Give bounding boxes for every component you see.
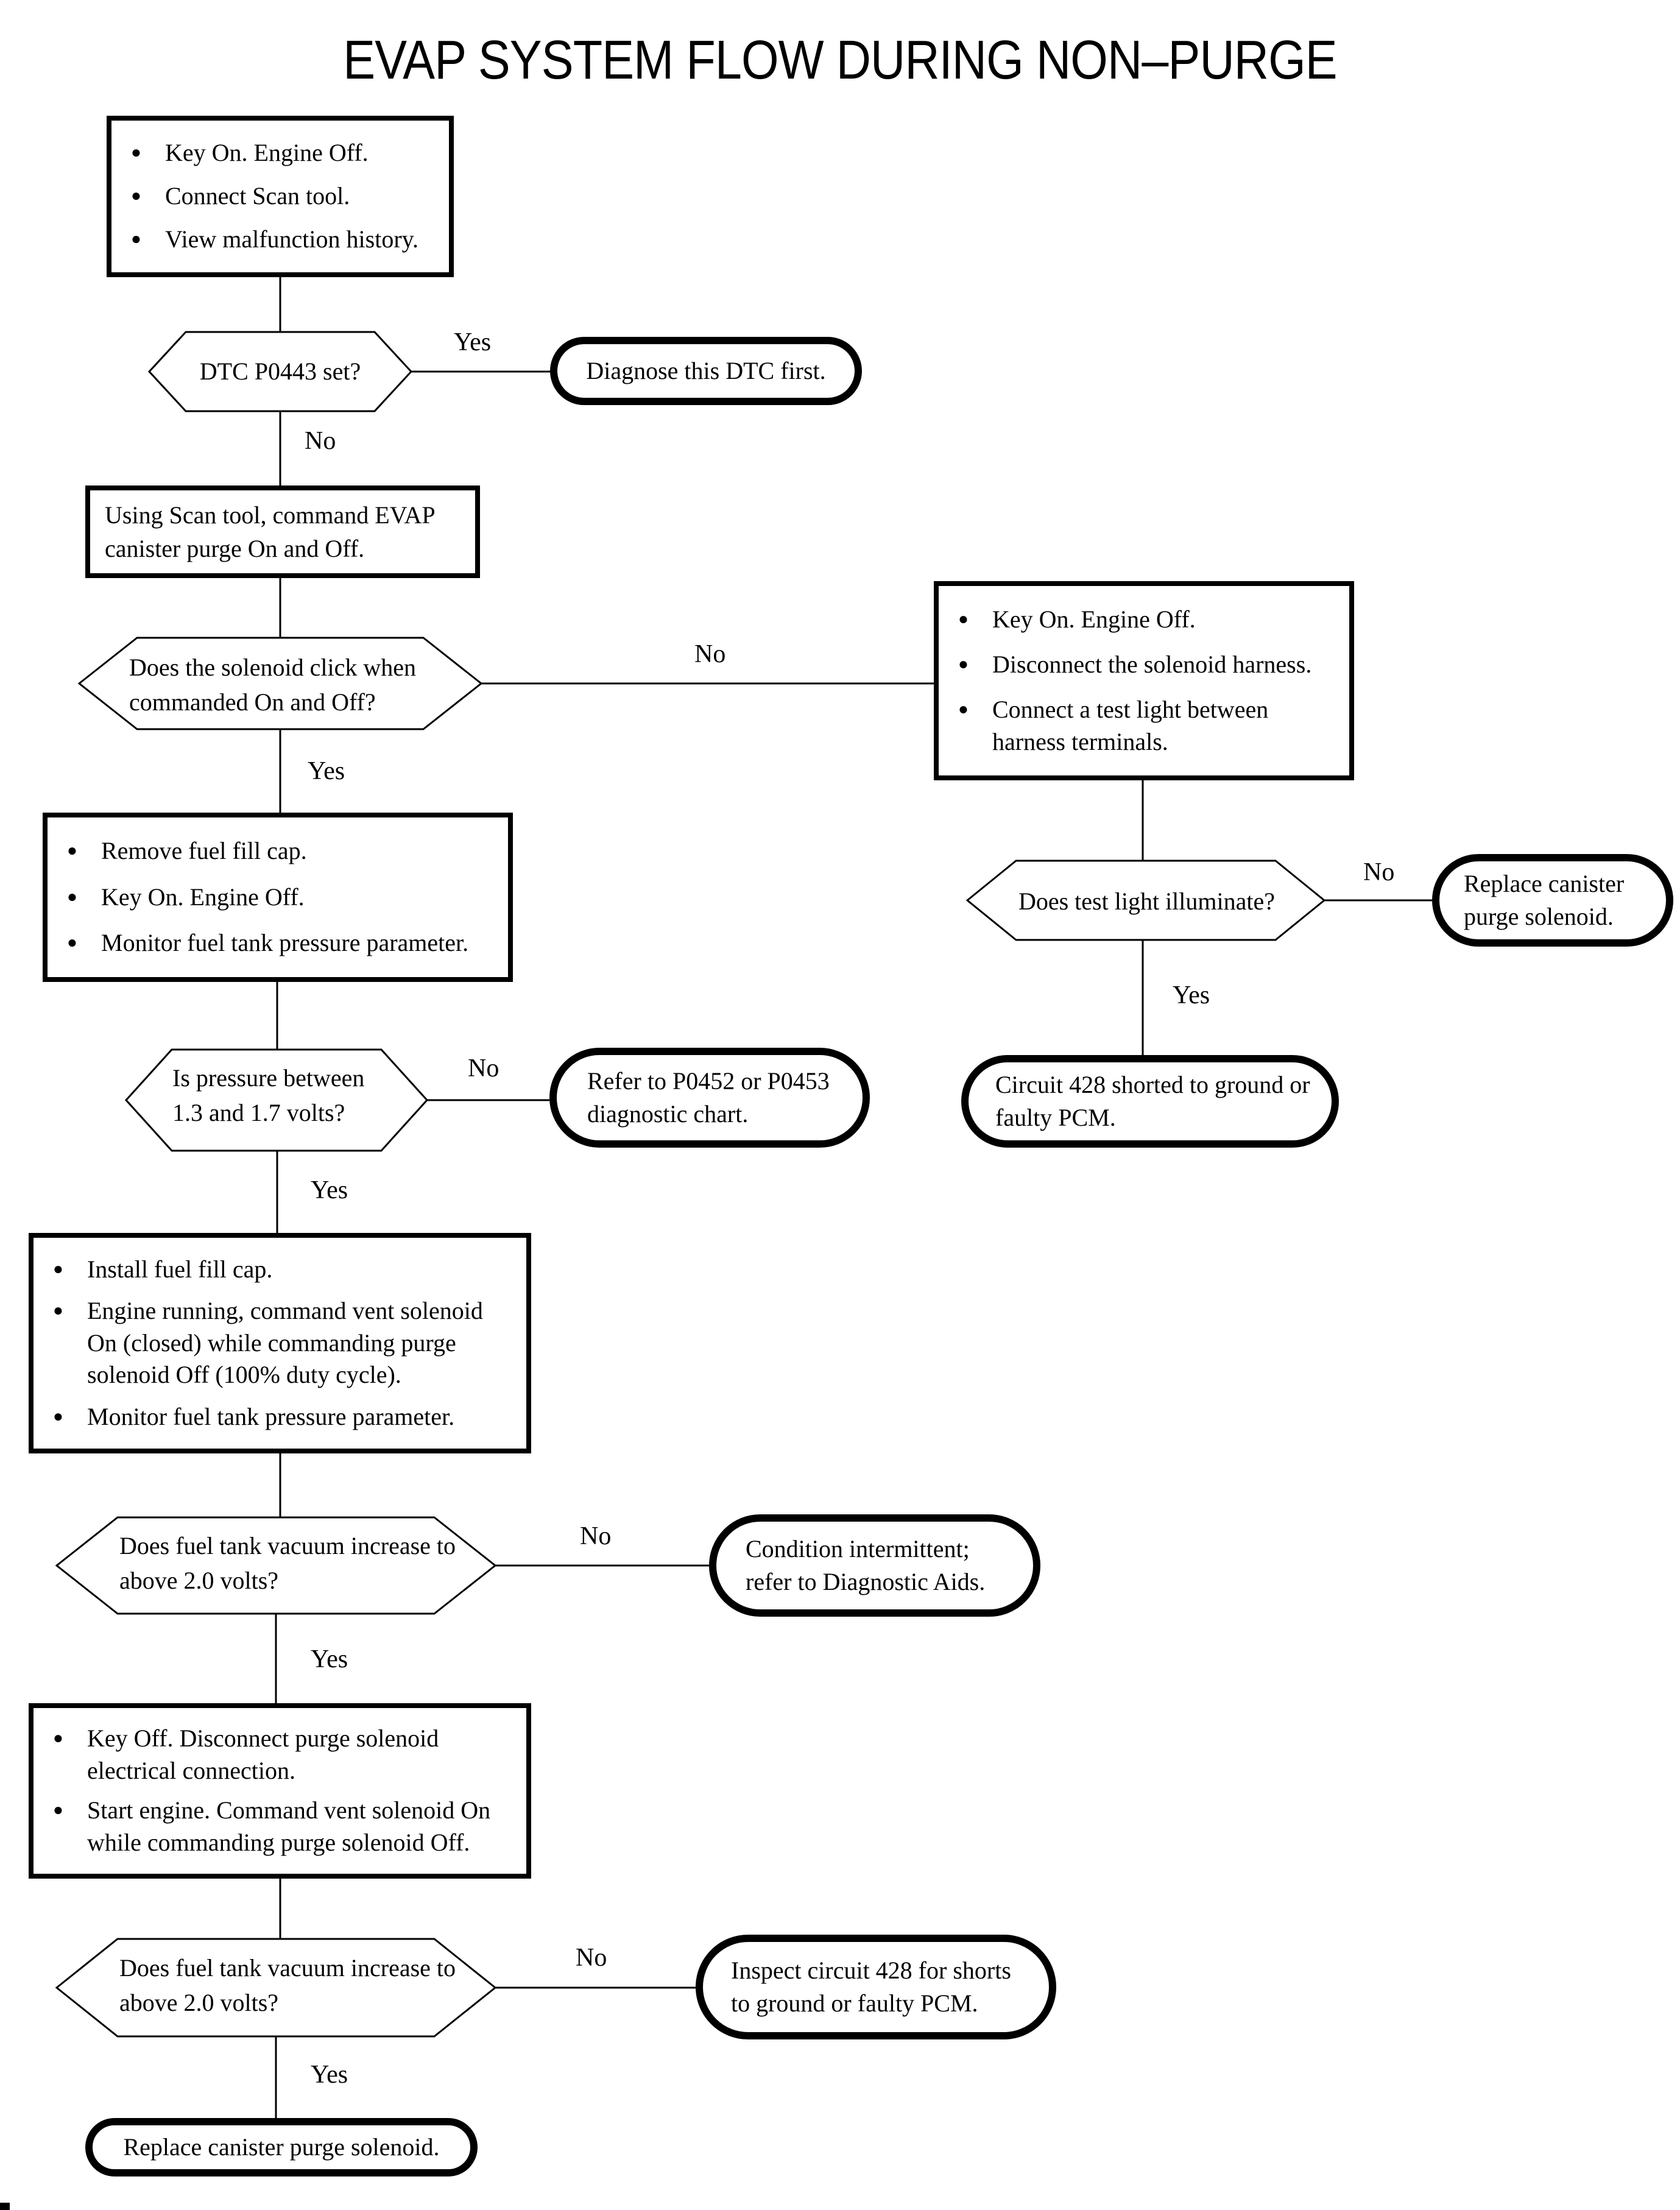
step-remove-cap bbox=[43, 813, 513, 982]
bullet-text: Engine running, command vent solenoid On (closed) while commanding purge solenoid Off (100% duty cycle). bbox=[87, 1296, 483, 1389]
list-item bbox=[49, 1795, 509, 1859]
bullet-text: Install fuel fill cap. bbox=[87, 1255, 273, 1283]
edge-label-yes: Yes bbox=[1173, 981, 1210, 1009]
bullet-text: Monitor fuel tank pressure parameter. bbox=[87, 1402, 455, 1430]
terminal-text: Replace canister purge solenoid. bbox=[1464, 870, 1625, 930]
bullet-icon: ● bbox=[53, 1259, 63, 1279]
bullet-list bbox=[111, 121, 449, 272]
edge-label-no: No bbox=[694, 640, 726, 668]
list-item bbox=[49, 1401, 509, 1433]
bullet-text: Key On. Engine Off. bbox=[992, 605, 1196, 633]
page-title: EVAP SYSTEM FLOW DURING NON–PURGE bbox=[343, 30, 1337, 91]
list-item bbox=[955, 694, 1332, 758]
terminal-refer-chart bbox=[549, 1048, 870, 1148]
decision-text-pressure: Is pressure between 1.3 and 1.7 volts? bbox=[172, 1064, 365, 1126]
list-item bbox=[127, 180, 432, 213]
terminal-circuit-shorted bbox=[961, 1055, 1339, 1148]
terminal-text: Replace canister purge solenoid. bbox=[123, 2133, 440, 2161]
edge-label-no: No bbox=[576, 1944, 607, 1972]
terminal-text: Refer to P0452 or P0453 diagnostic chart. bbox=[587, 1067, 830, 1128]
bullet-icon: ● bbox=[131, 143, 141, 163]
step-command-purge bbox=[85, 485, 480, 578]
terminal-text: Circuit 428 shorted to ground or faulty PCM. bbox=[995, 1071, 1310, 1131]
step-keyoff-retest bbox=[29, 1703, 531, 1879]
list-item bbox=[49, 1295, 509, 1391]
list-item bbox=[63, 927, 491, 959]
list-item bbox=[955, 649, 1332, 681]
bullet-text: Start engine. Command vent solenoid On while commanding purge solenoid Off. bbox=[87, 1796, 491, 1856]
bullet-text: Monitor fuel tank pressure parameter. bbox=[101, 928, 469, 956]
edge-label-no: No bbox=[1363, 858, 1395, 886]
bullet-list bbox=[48, 817, 508, 977]
bullet-icon: ● bbox=[958, 654, 969, 674]
bullet-text: Connect Scan tool. bbox=[165, 182, 350, 210]
bullet-icon: ● bbox=[958, 609, 969, 629]
bullet-text: Remove fuel fill cap. bbox=[101, 837, 307, 865]
edge-label-yes: Yes bbox=[311, 1176, 348, 1204]
list-item bbox=[49, 1254, 509, 1286]
terminal-diagnose-first bbox=[550, 337, 862, 405]
bullet-icon: ● bbox=[53, 1301, 63, 1320]
bullet-text: Key Off. Disconnect purge solenoid electrical connection. bbox=[87, 1725, 439, 1784]
edge-label-yes: Yes bbox=[311, 1645, 348, 1673]
bullet-icon: ● bbox=[67, 841, 77, 861]
bullet-icon: ● bbox=[958, 699, 969, 719]
terminal-intermittent bbox=[709, 1514, 1040, 1617]
terminal-inspect-circuit bbox=[696, 1935, 1056, 2039]
terminal-text: Condition intermittent; refer to Diagnostic Aids. bbox=[746, 1535, 986, 1595]
decision-text-solenoid-click: Does the solenoid click when commanded On and Off? bbox=[129, 654, 416, 716]
bullet-icon: ● bbox=[53, 1729, 63, 1748]
bullet-icon: ● bbox=[53, 1407, 63, 1426]
bullet-text: Connect a test light between harness terminals. bbox=[992, 695, 1269, 755]
edge-label-yes: Yes bbox=[308, 757, 345, 785]
bullet-icon: ● bbox=[67, 887, 77, 906]
edge-label-yes: Yes bbox=[311, 2061, 348, 2089]
step-test-light-setup bbox=[934, 581, 1354, 780]
bullet-list bbox=[34, 1238, 526, 1449]
edge-label-yes: Yes bbox=[454, 328, 492, 356]
step-initial-setup bbox=[107, 116, 454, 277]
bullet-icon: ● bbox=[67, 933, 77, 952]
list-item bbox=[49, 1723, 509, 1787]
step-text: Using Scan tool, command EVAP canister purge On and Off. bbox=[105, 501, 435, 562]
bullet-text: Key On. Engine Off. bbox=[165, 139, 369, 167]
bullet-icon: ● bbox=[131, 186, 141, 206]
bullet-text: Disconnect the solenoid harness. bbox=[992, 650, 1312, 678]
bullet-list bbox=[939, 586, 1349, 775]
step-install-cap bbox=[29, 1233, 531, 1453]
terminal-text: Inspect circuit 428 for shorts to ground or faulty PCM. bbox=[731, 1957, 1011, 2017]
edge-label-no: No bbox=[580, 1522, 612, 1550]
bullet-icon: ● bbox=[53, 1801, 63, 1820]
decision-text-test-light: Does test light illuminate? bbox=[1018, 888, 1276, 915]
list-item bbox=[955, 604, 1332, 636]
bullet-icon: ● bbox=[131, 230, 141, 249]
bullet-text: View malfunction history. bbox=[165, 225, 419, 253]
decision-text-vacuum1: Does fuel tank vacuum increase to above 2.0 volts? bbox=[119, 1532, 456, 1594]
edge-label-no: No bbox=[468, 1054, 499, 1082]
list-item bbox=[127, 137, 432, 169]
bullet-text: Key On. Engine Off. bbox=[101, 883, 305, 911]
edge-label-no: No bbox=[305, 427, 336, 455]
terminal-text: Diagnose this DTC first. bbox=[586, 357, 826, 384]
list-item bbox=[63, 835, 491, 867]
terminal-replace-solenoid-right bbox=[1432, 854, 1673, 947]
decision-text-vacuum2: Does fuel tank vacuum increase to above 2.0 volts? bbox=[119, 1954, 456, 2016]
scan-artifact bbox=[0, 2203, 10, 2210]
list-item bbox=[63, 881, 491, 914]
list-item bbox=[127, 224, 432, 256]
decision-text-dtc: DTC P0443 set? bbox=[199, 358, 361, 385]
terminal-replace-solenoid-bottom bbox=[85, 2118, 478, 2176]
bullet-list bbox=[34, 1708, 526, 1874]
